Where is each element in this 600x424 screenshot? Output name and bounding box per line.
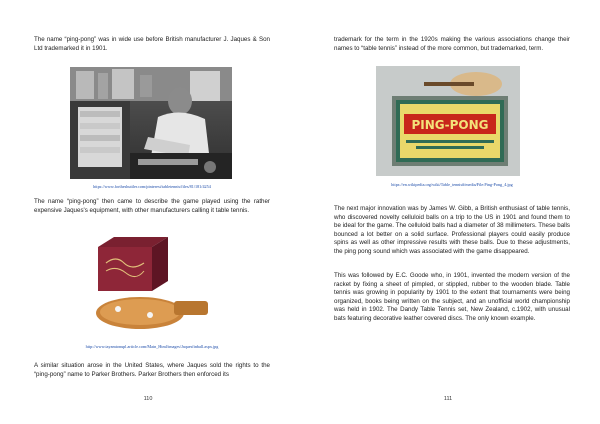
left-paragraph-3: A similar situation arose in the United States, where Jaques sold the rights to the “ping-pong” name to Parker Brothers. Parker Brothers then enforced its — [34, 362, 270, 378]
ping-pong-set-graphic — [88, 229, 212, 339]
left-paragraph-1: The name “ping-pong” was in wide use before British manufacturer J. Jaques & Son Ltd trademarked it in 1901. — [34, 36, 270, 52]
box-label: PING-PONG — [411, 118, 489, 132]
workshop-photo-graphic — [70, 67, 232, 179]
right-page — [300, 0, 600, 424]
right-paragraph-2: The next major innovation was by James W. Gibb, a British enthusiast of table tennis, who discovered novelty celluloid balls on a trip to the US in 1901 and found them to be ideal for the game. The celluloid balls had a diameter of 38 millimeters. These balls bounced a lot better on a solid surface. Professional players could easily produce spins as well as other impressive results with these balls. Due to these adjustments, the ping pong sound which was associated with the game disappeared. — [334, 205, 570, 255]
right-paragraph-1: trademark for the term in the 1920s making the various associations change their names to “table tennis” instead of the more common, but trademarked, term. — [334, 36, 570, 52]
ping-pong-box-photo — [376, 66, 520, 176]
right-paragraph-3: This was followed by E.C. Goode who, in 1901, invented the modern version of the racket by fixing a sheet of pimpled, or stippled, rubber to the wooden blade. Table tennis was growing in popularity by 1901 to the extent that tournaments were being organized, books being written on the subject, and an unofficial world championship was held in 1902. The Dandy Table Tennis set, New Zealand, c.1902, with unusual bats featuring decorative leather covered discs. The only known example. — [334, 272, 570, 322]
right-page-number: 111 — [443, 396, 453, 402]
workshop-photo-caption[interactable]: https://www.fortheshuttler.com/pinterest/tabletennis/files/81/181/4254 — [93, 184, 211, 189]
ping-pong-set-photo — [88, 229, 212, 339]
left-page-number: 110 — [143, 396, 153, 402]
workshop-photo — [70, 67, 232, 179]
ping-pong-box-caption[interactable]: https://en.wikipedia.org/wiki/Table_tennis#/media/File:Ping-Pong_4.jpg — [391, 182, 513, 187]
ping-pong-set-caption[interactable]: http://www.tayamtonupl.article.com/Main_Html/images/Jaquesfinball.aspx.jpg — [85, 344, 219, 349]
ping-pong-box-graphic — [376, 66, 520, 176]
left-paragraph-2: The name “ping-pong” then came to describe the game played using the rather expensive Jaques's equipment, with other manufacturers calling it table tennis. — [34, 198, 270, 214]
